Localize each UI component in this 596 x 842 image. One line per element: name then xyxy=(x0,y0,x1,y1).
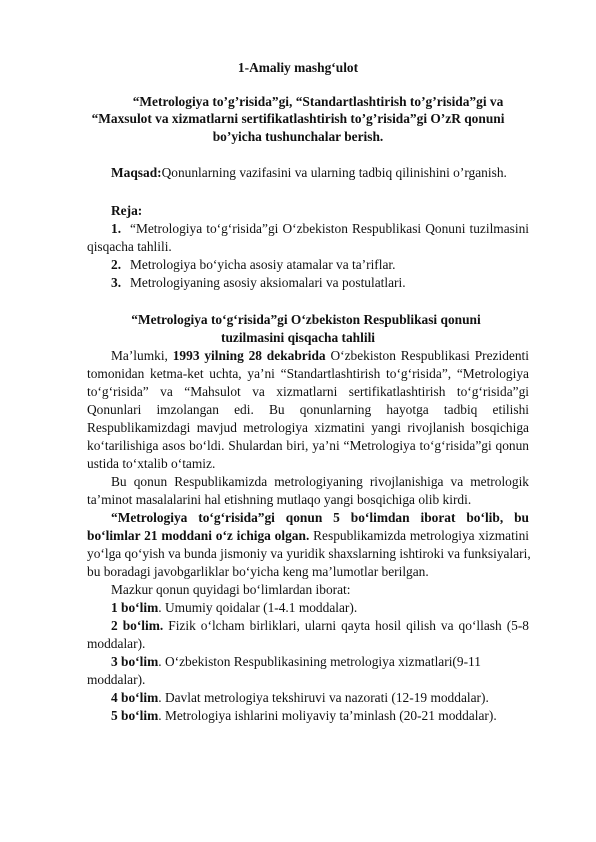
para1-date: 1993 yilning 28 dekabrida xyxy=(172,348,326,363)
section-text: . O‘zbekiston Respublikasining metrologiya xizmatlari(9-11 xyxy=(158,654,481,669)
para1-line-2: tomonidan ketma-ket uchta, ya’ni “Standartlashtirish to‘g‘risida”, “Metrologiya xyxy=(87,366,529,381)
para1-line-3: to‘g‘risida” va “Mahsulot va xizmatlarni sertifikatlashtirish to‘g‘risida”gi xyxy=(87,384,529,399)
section-item-3 xyxy=(111,654,481,670)
section-label: 2 bo‘lim. xyxy=(111,618,164,633)
plan-item-number: 1. xyxy=(111,221,122,236)
plan-item-text: Metrologiyaning asosiy aksiomalari va postulatlari. xyxy=(130,275,406,290)
para1-line-6: ko‘tarilishiga asos bo‘ldi. Shulardan biri, ya’ni “Metrologiya to‘g‘risida”gi qonun xyxy=(87,438,529,453)
plan-item-3 xyxy=(111,275,406,291)
para1-text: Ma’lumki, xyxy=(111,348,168,363)
para2-line-1: Bu qonun Respublikamizda metrologiyaning rivojlanishiga va metrologik xyxy=(111,474,529,489)
para3-line-2 xyxy=(87,528,529,544)
section-text: . Umumiy qoidalar (1-4.1 moddalar). xyxy=(158,600,358,615)
topic-line-1: “Metrologiya to’g’risida”gi, “Standartlashtirish to’g’risida”gi va xyxy=(132,94,504,109)
plan-item-2 xyxy=(111,257,395,273)
section-item-5 xyxy=(111,708,497,724)
plan-item-number: 2. xyxy=(111,257,122,272)
goal-label: Maqsad: xyxy=(111,165,162,180)
section-label: 5 bo‘lim xyxy=(111,708,159,723)
para1-line-1 xyxy=(111,348,529,364)
para3-text: Respublikamizda metrologiya xizmatini xyxy=(313,528,529,543)
plan-item-number: 3. xyxy=(111,275,122,290)
plan-item-text: “Metrologiya to‘g‘risida”gi O‘zbekiston Respublikasi Qonuni tuzilmasini xyxy=(130,221,529,236)
goal-line xyxy=(111,165,507,181)
plan-item-1-continued: qisqacha tahlili. xyxy=(87,239,172,254)
para3-line-3: yo‘lga qo‘yish va bunda jismoniy va yuridik shaxslarning ishtiroki va funksiyalari, xyxy=(87,546,531,561)
plan-item-text: Metrologiya bo‘yicha asosiy atamalar va ta’riflar. xyxy=(130,257,396,272)
section-text: . Metrologiya ishlarini moliyaviy ta’minlash (20-21 moddalar). xyxy=(158,708,497,723)
section-label: 1 bo‘lim xyxy=(111,600,159,615)
para1-line-4: Qonunlari imzolangan edi. Bu qonunlarning hayotga tadbiq etilishi xyxy=(87,402,529,417)
section-item-2-continued: moddalar). xyxy=(87,636,146,651)
section-heading-line-2: tuzilmasini qisqacha tahlili xyxy=(220,330,376,345)
para3-line-1: “Metrologiya to‘g‘risida”gi qonun 5 bo‘limdan iborat bo‘lib, bu xyxy=(111,510,529,525)
section-label: 3 bo‘lim xyxy=(111,654,159,669)
goal-text: Qonunlarning vazifasini va ularning tadbiq qilinishini o’rganish. xyxy=(161,165,507,180)
plan-label: Reja: xyxy=(111,203,143,218)
section-text: Fizik o‘lcham birliklari, ularni qayta hosil qilish va qo‘llash (5-8 xyxy=(168,618,530,633)
section-heading-line-1: “Metrologiya to‘g‘risida”gi O‘zbekiston Respublikasi qonuni xyxy=(131,312,481,327)
para1-line-5: Respublikamizdagi mavjud metrologiya xizmatini yangi rivojlanish bosqichiga xyxy=(87,420,529,435)
topic-line-2: “Maxsulot va xizmatlarni sertifikatlashtirish to’g’risida”gi O’zR qonuni xyxy=(91,111,505,126)
topic-line-3: bo’yicha tushunchalar berish. xyxy=(212,129,384,144)
section-item-1 xyxy=(111,600,357,616)
para3-bold: bo‘limlar 21 moddani o‘z ichiga olgan. xyxy=(87,528,310,543)
plan-item-1 xyxy=(111,221,529,237)
para1-text: O‘zbekiston Respublikasi Prezidenti xyxy=(330,348,529,363)
section-item-3-continued: moddalar). xyxy=(87,672,146,687)
sections-intro: Mazkur qonun quyidagi bo‘limlardan iborat: xyxy=(111,582,351,597)
section-item-4 xyxy=(111,690,489,706)
section-label: 4 bo‘lim xyxy=(111,690,159,705)
page-title: 1-Amaliy mashg‘ulot xyxy=(237,60,359,75)
para3-line-4: bu boradagi javobgarliklar bo‘yicha keng ma’lumotlar berilgan. xyxy=(87,564,429,579)
para1-line-7: ustida to‘xtalib o‘tamiz. xyxy=(87,456,216,471)
para2-line-2: ta’minot masalalarini hal etishning mutlaqo yangi bosqichiga olib kirdi. xyxy=(87,492,472,507)
section-item-2 xyxy=(111,618,529,634)
section-text: . Davlat metrologiya tekshiruvi va nazorati (12-19 moddalar). xyxy=(158,690,489,705)
